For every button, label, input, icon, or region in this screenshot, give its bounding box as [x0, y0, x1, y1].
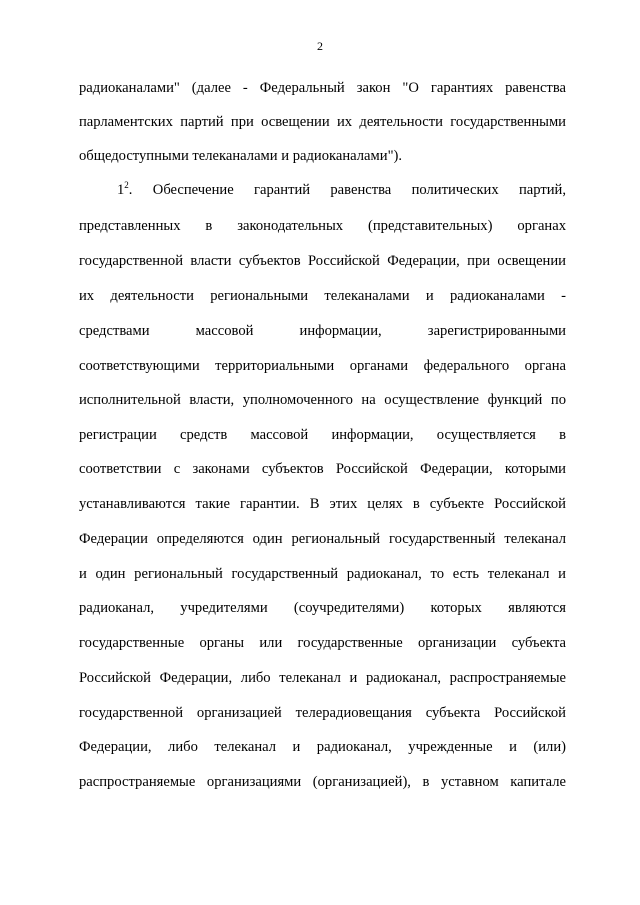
item-number: $1^2$.	[117, 181, 133, 198]
text-line: радиоканал, учредителями (соучредителями) которых являются	[79, 600, 566, 616]
text-line: Федерации определяются один региональный государственный телеканал	[79, 531, 566, 547]
text-line: и один региональный государственный радиоканал, то есть телеканал и	[79, 566, 566, 582]
text-line: общедоступными телеканалами и радиоканалами").	[79, 148, 403, 164]
text-line: Обеспечение гарантий равенства политических партий,	[152, 182, 566, 198]
text-line: государственной организацией телерадиовещания субъекта Российской	[79, 705, 566, 721]
text-line: устанавливаются такие гарантии. В этих целях в субъекте Российской	[79, 496, 566, 512]
text-line: государственной власти субъектов Российской Федерации, при освещении	[79, 253, 566, 269]
text-line: радиоканалами" (далее - Федеральный закон "О гарантиях равенства	[79, 80, 566, 96]
text-line: исполнительной власти, уполномоченного на осуществление функций по	[79, 392, 566, 408]
page-number: 2	[317, 39, 323, 53]
text-line: парламентских партий при освещении их деятельности государственными	[79, 114, 566, 130]
text-line: Российской Федерации, либо телеканал и радиоканал, распространяемые	[79, 670, 566, 686]
text-line: средствами массовой информации, зарегистрированными	[79, 323, 566, 339]
text-line: регистрации средств массовой информации, осуществляется в	[79, 427, 566, 443]
text-line: представленных в законодательных (представительных) органах	[79, 218, 566, 234]
text-line: Федерации, либо телеканал и радиоканал, учрежденные и (или)	[79, 739, 566, 755]
text-line: их деятельности региональными телеканалами и радиоканалами -	[79, 288, 566, 304]
text-line: распространяемые организациями (организацией), в уставном капитале	[79, 774, 566, 790]
text-line: соответствующими территориальными органами федерального органа	[79, 358, 566, 374]
text-line: государственные органы или государственные организации субъекта	[79, 635, 566, 651]
paragraph-first-line	[117, 181, 566, 199]
text-line: соответствии с законами субъектов Российской Федерации, которыми	[79, 461, 566, 477]
